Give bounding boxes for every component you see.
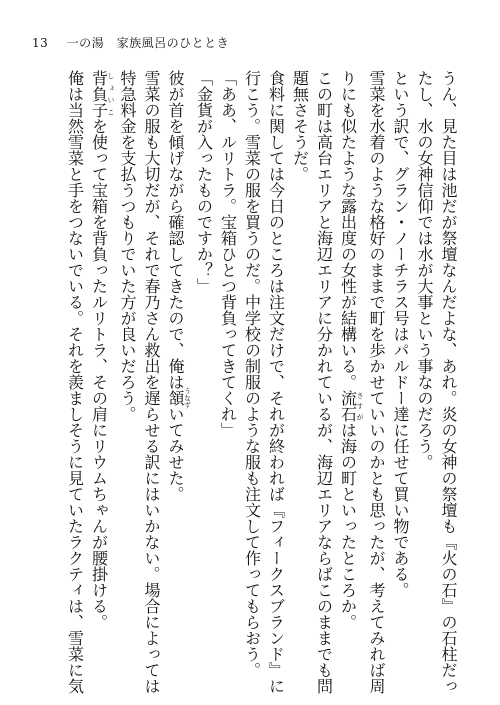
text-line: 「金貨が入ったものですか？」 xyxy=(194,70,214,294)
furigana: 流石さすが xyxy=(338,390,364,422)
furigana: 背負子しょいこ xyxy=(89,70,115,118)
text-line: 雪菜の服も大切だが、それで春乃さん救出を遅らせる訳にはいかない。場合によっては xyxy=(142,70,161,694)
text-line: 特急料金を支払うつもりでいた方が良いだろう。 xyxy=(118,70,137,422)
chapter-title: 一の湯 家族風呂のひととき xyxy=(66,36,230,50)
text-line: うん、見た目は池だが祭壇なんだよな、あれ。炎の女神の祭壇も『火の石』の石柱だっ xyxy=(439,70,458,694)
text-line: 雪菜を水着のような格好のままで町を歩かせていいのかとも思ったが、考えてみれば周 xyxy=(367,70,386,694)
text-line: 背負子しょいこを使って宝箱を背負ったルリトラ、その肩にリウムちゃんが腰掛ける。 xyxy=(89,70,115,630)
text-line: この町は高台エリアと海辺エリアに分かれているが、海辺エリアならばこのままでも問 xyxy=(314,70,334,694)
text-line: たし、水の女神信仰では水が大事という事なのだろう。 xyxy=(415,70,434,470)
page-number: 13 xyxy=(32,36,49,50)
text-line: 俺は当然雪菜と手をつないでいる。それを羨ましそうに見ていたラクティは、雪菜に気 xyxy=(65,70,85,694)
text-line: 「ああ、ルリトラ。宝箱ひとつ背負ってきてくれ」 xyxy=(218,70,238,438)
furigana: 頷うなず xyxy=(166,387,192,409)
text-line: りにも似たような露出度の女性が結構いる。流石さすがは海の町といったところか。 xyxy=(338,70,364,630)
text-line: 彼が首を傾げながら確認してきたので、俺は頷うなずいてみせた。 xyxy=(166,70,192,502)
text-line: 題無さそうだ。 xyxy=(290,70,310,182)
text-line: という訳で、グラン・ノーチラス号はパルドー達に任せて買い物である。 xyxy=(391,70,410,598)
body-text xyxy=(63,70,461,694)
running-header xyxy=(32,34,229,51)
text-line: 食料に関しては今日のところは注文だけで、それが終われば『フィークスブランド』に xyxy=(266,70,286,694)
text-line: 行こう。雪菜の服を買うのだ。中学校の制服のような服も注文して作ってもらおう。 xyxy=(242,70,262,678)
